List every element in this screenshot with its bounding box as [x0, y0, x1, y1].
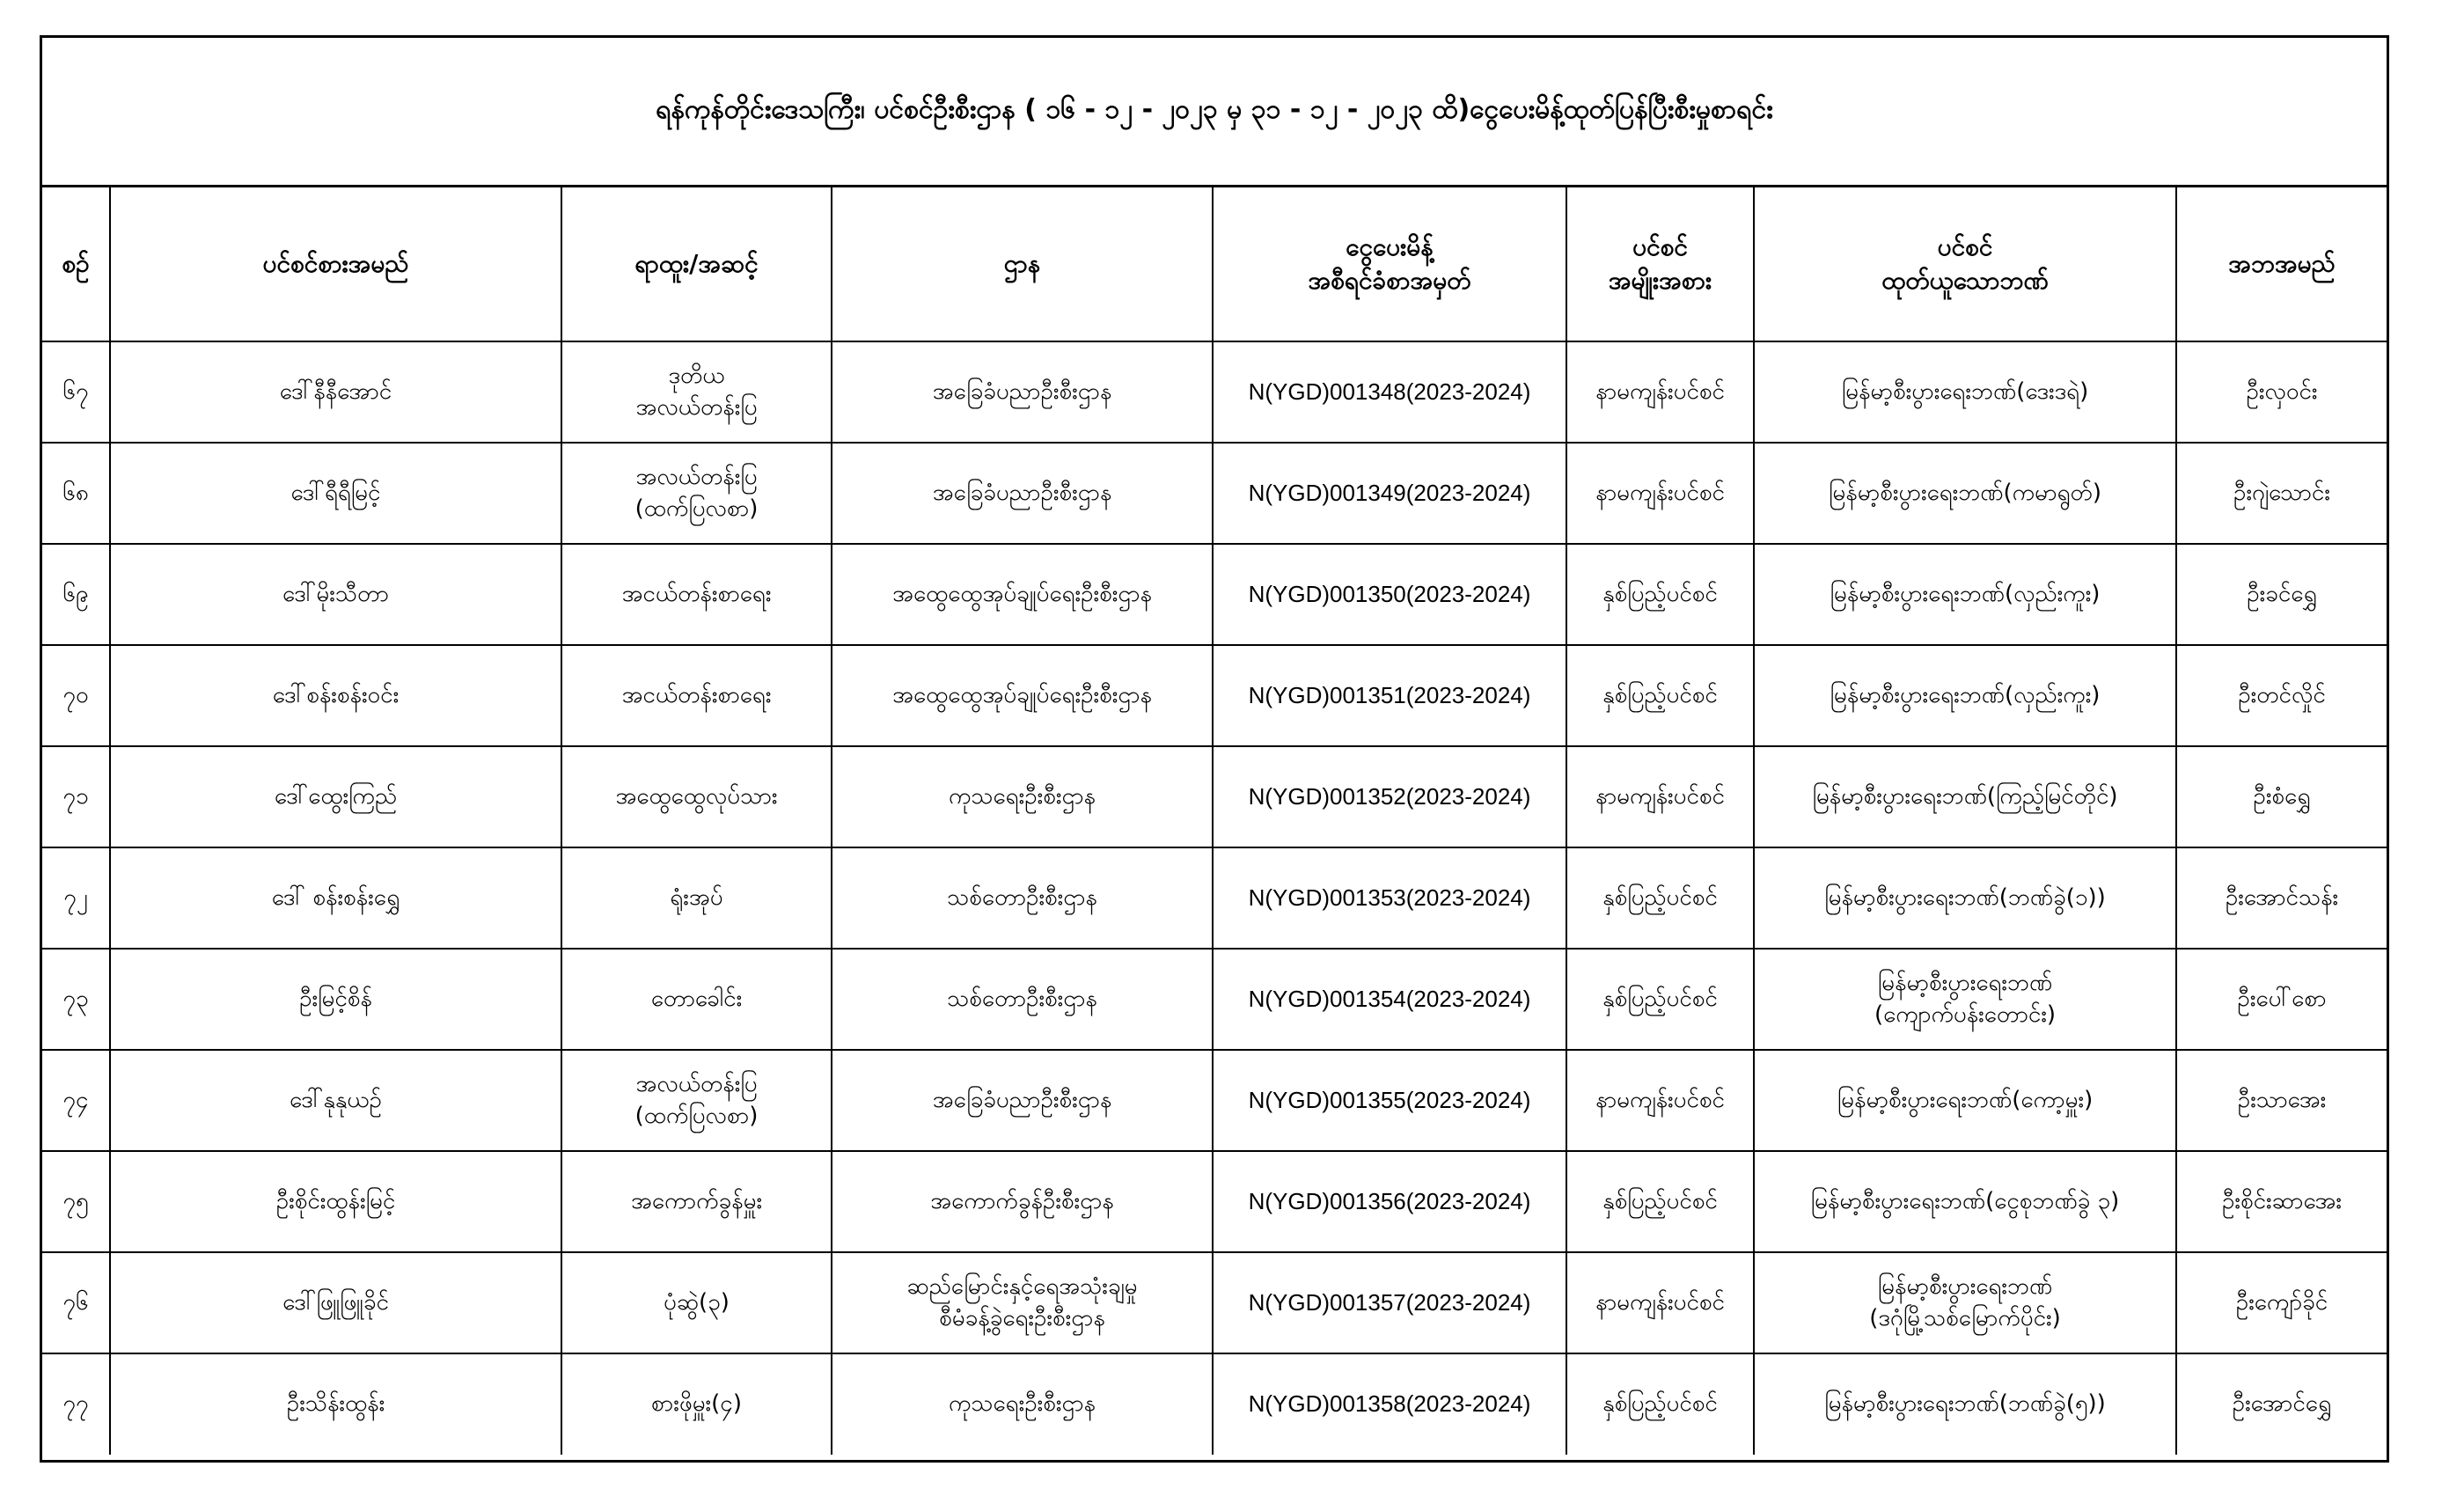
cell-no: ၆၈	[42, 443, 110, 544]
report-title-row	[42, 38, 2387, 187]
cell-department: အခြေခံပညာဦးစီးဌာန	[832, 341, 1213, 443]
cell-pension-type: နာမကျန်းပင်စင်	[1566, 341, 1754, 443]
cell-rank: ပုံဆွဲ(၃)	[561, 1252, 832, 1353]
cell-father-name: ဦးပေါ်စော	[2176, 949, 2387, 1050]
cell-bank: မြန်မာ့စီးပွားရေးဘဏ် (ကျောက်ပန်းတောင်း)	[1754, 949, 2176, 1050]
header-no: စဉ်	[42, 187, 110, 341]
table-row	[42, 1353, 2387, 1455]
cell-name: ဒေါ် စန်းစန်းရွှေ	[110, 847, 561, 949]
header-name: ပင်စင်စားအမည်	[110, 187, 561, 341]
cell-voucher: N(YGD)001354(2023-2024)	[1213, 949, 1566, 1050]
table-row	[42, 443, 2387, 544]
cell-pension-type: နာမကျန်းပင်စင်	[1566, 1252, 1754, 1353]
cell-department: ကုသရေးဦးစီးဌာန	[832, 746, 1213, 847]
cell-voucher: N(YGD)001348(2023-2024)	[1213, 341, 1566, 443]
header-row	[42, 187, 2387, 341]
cell-name: ဦးစိုင်းထွန်းမြင့်	[110, 1151, 561, 1252]
cell-father-name: ဦးသာအေး	[2176, 1050, 2387, 1151]
cell-pension-type: နှစ်ပြည့်ပင်စင်	[1566, 847, 1754, 949]
cell-no: ၇၇	[42, 1353, 110, 1455]
cell-rank: တောခေါင်း	[561, 949, 832, 1050]
cell-voucher: N(YGD)001350(2023-2024)	[1213, 544, 1566, 645]
cell-father-name: ဦးအောင်သန်း	[2176, 847, 2387, 949]
cell-name: ဒေါ်ထွေးကြည်	[110, 746, 561, 847]
cell-name: ဦးမြင့်စိန်	[110, 949, 561, 1050]
cell-father-name: ဦးဂျဲသောင်း	[2176, 443, 2387, 544]
cell-voucher: N(YGD)001351(2023-2024)	[1213, 645, 1566, 746]
pension-report-sheet	[40, 35, 2389, 1463]
cell-no: ၆၇	[42, 341, 110, 443]
cell-no: ၇၃	[42, 949, 110, 1050]
header-father-name: အဘအမည်	[2176, 187, 2387, 341]
table-row	[42, 645, 2387, 746]
cell-father-name: ဦးစိုင်းဆာအေး	[2176, 1151, 2387, 1252]
cell-name: ဒေါ်နုနုယဉ်	[110, 1050, 561, 1151]
pension-table	[42, 187, 2387, 1455]
cell-name: ဒေါ်မိုးသီတာ	[110, 544, 561, 645]
header-department: ဌာန	[832, 187, 1213, 341]
cell-voucher: N(YGD)001352(2023-2024)	[1213, 746, 1566, 847]
cell-voucher: N(YGD)001353(2023-2024)	[1213, 847, 1566, 949]
cell-bank: မြန်မာ့စီးပွားရေးဘဏ် (ဒဂုံမြို့သစ်မြောက်ပိုင်း)	[1754, 1252, 2176, 1353]
cell-no: ၇၆	[42, 1252, 110, 1353]
cell-voucher: N(YGD)001355(2023-2024)	[1213, 1050, 1566, 1151]
cell-name: ဦးသိန်းထွန်း	[110, 1353, 561, 1455]
cell-father-name: ဦးတင်လှိုင်	[2176, 645, 2387, 746]
cell-department: သစ်တောဦးစီးဌာန	[832, 847, 1213, 949]
table-row	[42, 341, 2387, 443]
cell-no: ၇၂	[42, 847, 110, 949]
cell-rank: ဒုတိယ အလယ်တန်းပြ	[561, 341, 832, 443]
cell-bank: မြန်မာ့စီးပွားရေးဘဏ်(ကမာရွတ်)	[1754, 443, 2176, 544]
table-row	[42, 847, 2387, 949]
cell-voucher: N(YGD)001357(2023-2024)	[1213, 1252, 1566, 1353]
table-row	[42, 949, 2387, 1050]
cell-department: အကောက်ခွန်ဦးစီးဌာန	[832, 1151, 1213, 1252]
cell-bank: မြန်မာ့စီးပွားရေးဘဏ်(ဘဏ်ခွဲ(၁))	[1754, 847, 2176, 949]
cell-bank: မြန်မာ့စီးပွားရေးဘဏ်(ဘဏ်ခွဲ(၅))	[1754, 1353, 2176, 1455]
cell-department: အခြေခံပညာဦးစီးဌာန	[832, 443, 1213, 544]
cell-father-name: ဦးလှဝင်း	[2176, 341, 2387, 443]
cell-pension-type: နှစ်ပြည့်ပင်စင်	[1566, 949, 1754, 1050]
report-title: ရန်ကုန်တိုင်းဒေသကြီး၊ ပင်စင်ဦးစီးဌာန ( ၁၆ - ၁၂ - ၂၀၂၃ မှ ၃၁ - ၁၂ - ၂၀၂၃ ထိ)ငွေပေးမိန့်ထုတ်ပြန်ပြီးစီးမှုစာရင်း	[656, 94, 1773, 125]
cell-department: ဆည်မြောင်းနှင့်ရေအသုံးချမှု စီမံခန့်ခွဲရေးဦးစီးဌာန	[832, 1252, 1213, 1353]
header-pension-type: ပင်စင် အမျိုးအစား	[1566, 187, 1754, 341]
cell-department: အထွေထွေအုပ်ချုပ်ရေးဦးစီးဌာန	[832, 544, 1213, 645]
cell-department: အထွေထွေအုပ်ချုပ်ရေးဦးစီးဌာန	[832, 645, 1213, 746]
cell-father-name: ဦးခင်ရွှေ	[2176, 544, 2387, 645]
cell-no: ၇၅	[42, 1151, 110, 1252]
cell-rank: အငယ်တန်းစာရေး	[561, 544, 832, 645]
cell-name: ဒေါ်နီနီအောင်	[110, 341, 561, 443]
table-row	[42, 746, 2387, 847]
cell-bank: မြန်မာ့စီးပွားရေးဘဏ်(ငွေစုဘဏ်ခွဲ ၃)	[1754, 1151, 2176, 1252]
cell-pension-type: နာမကျန်းပင်စင်	[1566, 1050, 1754, 1151]
cell-rank: အလယ်တန်းပြ (ထက်ပြလစာ)	[561, 1050, 832, 1151]
cell-voucher: N(YGD)001349(2023-2024)	[1213, 443, 1566, 544]
cell-no: ၇၀	[42, 645, 110, 746]
cell-no: ၆၉	[42, 544, 110, 645]
cell-department: အခြေခံပညာဦးစီးဌာန	[832, 1050, 1213, 1151]
cell-pension-type: နာမကျန်းပင်စင်	[1566, 746, 1754, 847]
cell-rank: အလယ်တန်းပြ (ထက်ပြလစာ)	[561, 443, 832, 544]
cell-voucher: N(YGD)001358(2023-2024)	[1213, 1353, 1566, 1455]
cell-pension-type: နာမကျန်းပင်စင်	[1566, 443, 1754, 544]
cell-rank: အထွေထွေလုပ်သား	[561, 746, 832, 847]
cell-department: သစ်တောဦးစီးဌာန	[832, 949, 1213, 1050]
cell-voucher: N(YGD)001356(2023-2024)	[1213, 1151, 1566, 1252]
cell-father-name: ဦးအောင်ရွှေ	[2232, 1390, 2332, 1418]
cell-pension-type: နှစ်ပြည့်ပင်စင်	[1566, 544, 1754, 645]
cell-department: ကုသရေးဦးစီးဌာန	[832, 1353, 1213, 1455]
cell-rank: အငယ်တန်းစာရေး	[561, 645, 832, 746]
table-row	[42, 1151, 2387, 1252]
cell-no: ၇၁	[42, 746, 110, 847]
header-voucher: ငွေပေးမိန့် အစီရင်ခံစာအမှတ်	[1213, 187, 1566, 341]
cell-rank: ရုံးအုပ်	[561, 847, 832, 949]
cell-father-name: ဦးစံရွှေ	[2176, 746, 2387, 847]
cell-bank: မြန်မာ့စီးပွားရေးဘဏ်(လှည်းကူး)	[1754, 544, 2176, 645]
cell-pension-type: နှစ်ပြည့်ပင်စင်	[1566, 1151, 1754, 1252]
cell-name: ဒေါ်စန်းစန်းဝင်း	[110, 645, 561, 746]
header-bank: ပင်စင် ထုတ်ယူသောဘဏ်	[1754, 187, 2176, 341]
cell-bank: မြန်မာ့စီးပွားရေးဘဏ်(ကော့မှူး)	[1754, 1050, 2176, 1151]
cell-rank: အကောက်ခွန်မှူး	[561, 1151, 832, 1252]
cell-pension-type: နှစ်ပြည့်ပင်စင်	[1566, 645, 1754, 746]
table-row	[42, 1252, 2387, 1353]
cell-bank: မြန်မာ့စီးပွားရေးဘဏ်(လှည်းကူး)	[1754, 645, 2176, 746]
cell-rank: စားဖိုမှူး(၄)	[561, 1353, 832, 1455]
cell-bank: မြန်မာ့စီးပွားရေးဘဏ်(ဒေးဒရဲ)	[1754, 341, 2176, 443]
cell-name: ဒေါ်ရီရီမြင့်	[110, 443, 561, 544]
cell-bank: မြန်မာ့စီးပွားရေးဘဏ်(ကြည့်မြင်တိုင်)	[1754, 746, 2176, 847]
cell-father-name: ဦးကျော်ခိုင်	[2176, 1252, 2387, 1353]
table-row	[42, 544, 2387, 645]
header-rank: ရာထူး/အဆင့်	[561, 187, 832, 341]
table-row	[42, 1050, 2387, 1151]
cell-pension-type: နှစ်ပြည့်ပင်စင်	[1566, 1353, 1754, 1455]
cell-no: ၇၄	[42, 1050, 110, 1151]
cell-name: ဒေါ်ဖြူဖြူခိုင်	[110, 1252, 561, 1353]
